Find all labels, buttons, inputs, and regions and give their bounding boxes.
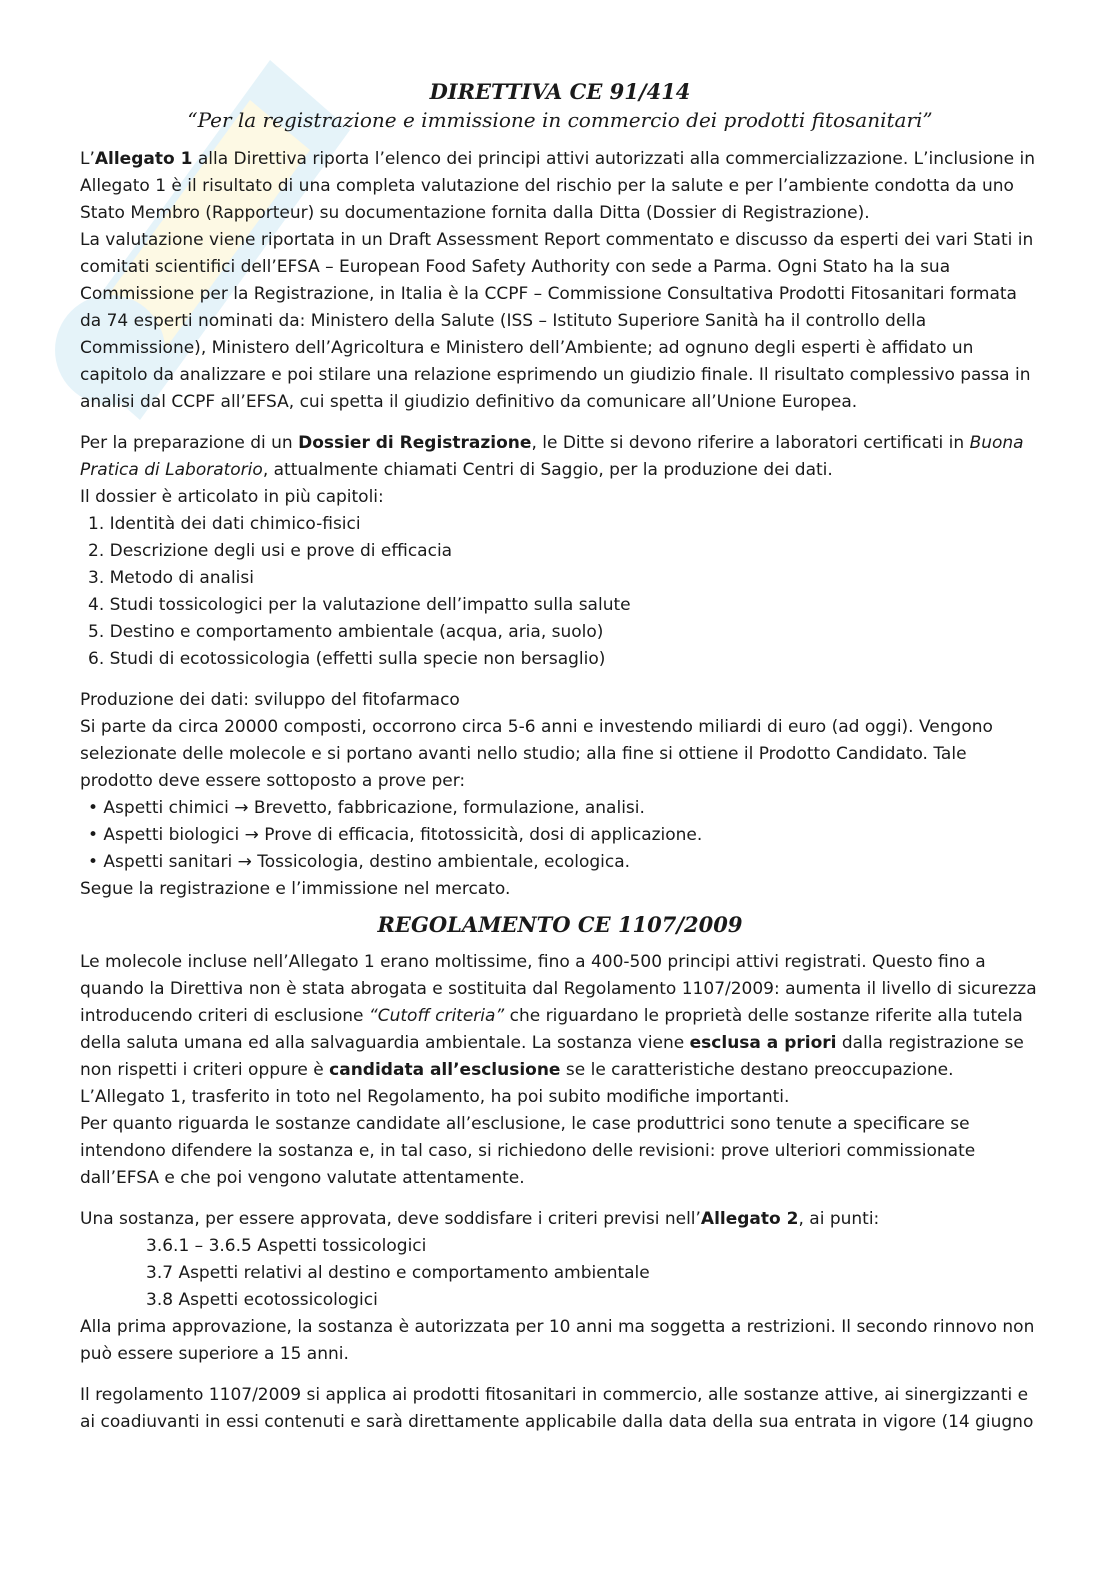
section1-subtitle: “Per la registrazione e immissione in commercio dei prodotti fitosanitari” bbox=[187, 108, 933, 132]
section1-paragraph-5: Produzione dei dati: sviluppo del fitofarmaco bbox=[80, 690, 460, 710]
section2-paragraph-5: Il regolamento 1107/2009 si applica ai prodotti fitosanitari in commercio, alle sostanze attive, ai sinergizzanti e ai coadiuvanti in essi contenuti e sarà direttamente applicabile dalla data della sua entrata in vigore (14 giugno bbox=[80, 1385, 1034, 1432]
list-item: • Aspetti sanitari → Tossicologia, destino ambientale, ecologica. bbox=[88, 852, 631, 872]
section1-paragraph-3: Per la preparazione di un Dossier di Registrazione, le Ditte si devono riferire a laboratori certificati in Buona Pratica di Laboratorio, attualmente chiamati Centri di Saggio, per la produzione dei dati. bbox=[80, 433, 1024, 480]
list-item: 4. Studi tossicologici per la valutazione dell’impatto sulla salute bbox=[88, 595, 631, 615]
list-item: 3.7 Aspetti relativi al destino e comportamento ambientale bbox=[146, 1263, 650, 1283]
section2-paragraph-1: Le molecole incluse nell’Allegato 1 erano moltissime, fino a 400-500 principi attivi registrati. Questo fino a quando la Direttiva non è stata abrogata e sostituita dal Regolamento 1107/2009: aumenta il livello di sicurezza introducendo criteri di esclusione “Cutoff criteria” che riguardano le proprietà delle sostanze riferite alla tutela della saluta umana ed alla salvaguardia ambientale. La sostanza viene esclusa a priori dalla registrazione se non rispetti i criteri oppure è candidata all’esclusione se le caratteristiche destano preoccupazione. L’Allegato 1, trasferito in toto nel Regolamento, ha poi subito modifiche importanti. bbox=[80, 952, 1037, 1107]
section1-paragraph-4: Il dossier è articolato in più capitoli: bbox=[80, 487, 384, 507]
chapters-list bbox=[80, 511, 1040, 673]
list-item: 3.6.1 – 3.6.5 Aspetti tossicologici bbox=[146, 1236, 427, 1256]
list-item: 6. Studi di ecotossicologia (effetti sulla specie non bersaglio) bbox=[88, 649, 606, 669]
list-item: 5. Destino e comportamento ambientale (acqua, aria, suolo) bbox=[88, 622, 604, 642]
section1-paragraph-6: Si parte da circa 20000 composti, occorrono circa 5-6 anni e investendo miliardi di euro (ad oggi). Vengono selezionate delle molecole e si portano avanti nello studio; alla fine si ottiene il Prodotto Candidato. Tale prodotto deve essere sottoposto a prove per: bbox=[80, 717, 993, 791]
list-item: • Aspetti chimici → Brevetto, fabbricazione, formulazione, analisi. bbox=[88, 798, 645, 818]
section1-paragraph-7: Segue la registrazione e l’immissione nel mercato. bbox=[80, 879, 511, 899]
list-item: 3. Metodo di analisi bbox=[88, 568, 254, 588]
list-item: • Aspetti biologici → Prove di efficacia, fitotossicità, dosi di applicazione. bbox=[88, 825, 703, 845]
section2-title: REGOLAMENTO CE 1107/2009 bbox=[377, 912, 743, 937]
list-item: 3.8 Aspetti ecotossicologici bbox=[146, 1290, 378, 1310]
section2-paragraph-4: Alla prima approvazione, la sostanza è autorizzata per 10 anni ma soggetta a restrizioni. Il secondo rinnovo non può essere superiore a 15 anni. bbox=[80, 1317, 1035, 1364]
section1-paragraph-1: L’Allegato 1 alla Direttiva riporta l’elenco dei principi attivi autorizzati alla commercializzazione. L’inclusione in Allegato 1 è il risultato di una completa valutazione del rischio per la salute e per l’ambiente condotta da uno Stato Membro (Rapporteur) su documentazione fornita dalla Ditta (Dossier di Registrazione). bbox=[80, 149, 1035, 223]
section1-title: DIRETTIVA CE 91/414 bbox=[429, 79, 691, 104]
list-item: 2. Descrizione degli usi e prove di efficacia bbox=[88, 541, 453, 561]
list-item: 1. Identità dei dati chimico-fisici bbox=[88, 514, 361, 534]
section1-paragraph-2: La valutazione viene riportata in un Draft Assessment Report commentato e discusso da esperti dei vari Stati in comitati scientifici dell’EFSA – European Food Safety Authority con sede a Parma. Ogni Stato ha la sua Commissione per la Registrazione, in Italia è la CCPF – Commissione Consultativa Prodotti Fitosanitari formata da 74 esperti nominati da: Ministero della Salute (ISS – Istituto Superiore Sanità ha il controllo della Commissione), Ministero dell’Agricoltura e Ministero dell’Ambiente; ad ognuno degli esperti è affidato un capitolo da analizzare e poi stilare una relazione esprimendo un giudizio finale. Il risultato complessivo passa in analisi dal CCPF all’EFSA, cui spetta il giudizio definitivo da comunicare all’Unione Europea. bbox=[80, 230, 1034, 412]
section2-paragraph-2: Per quanto riguarda le sostanze candidate all’esclusione, le case produttrici sono tenute a specificare se intendono difendere la sostanza e, in tal caso, si richiedono delle revisioni: prove ulteriori commissionate dall’EFSA e che poi vengono valutate attentamente. bbox=[80, 1114, 976, 1188]
points-list bbox=[80, 1233, 1040, 1314]
section2-paragraph-3: Una sostanza, per essere approvata, deve soddisfare i criteri previsi nell’Allegato 2, ai punti: bbox=[80, 1209, 880, 1229]
document-page bbox=[80, 78, 1040, 1436]
aspects-list bbox=[80, 795, 1040, 876]
